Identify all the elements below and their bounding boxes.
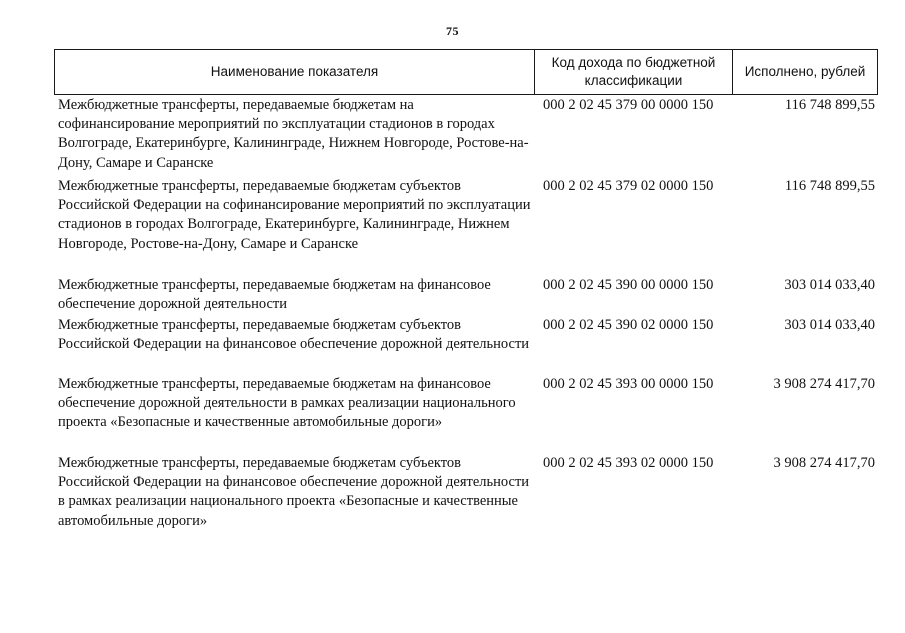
header-amount: Исполнено, рублей [744,64,866,79]
row-amount: 3 908 274 417,70 [773,376,875,392]
page-number: 75 [446,24,459,38]
header-name: Наименование показателя [55,50,535,94]
table-header [54,49,878,95]
row-amount: 303 014 033,40 [784,317,875,333]
row-name: Межбюджетные трансферты, передаваемые бюджетам субъектов Российской Федерации на софинансирование мероприятий по эксплуатации стадионов в городах Волгограде, Екатеринбурге, Калининграде, Нижнем Новгороде, Ростове-на-Дону, Самаре и Саранске [58,178,531,252]
table-body [54,96,878,534]
row-code: 000 2 02 45 390 00 0000 150 [543,277,714,293]
row-name: Межбюджетные трансферты, передаваемые бюджетам на финансовое обеспечение дорожной деятельности в рамках реализации национального проекта «Безопасные и качественные автомобильные дороги» [58,376,516,431]
row-amount: 116 748 899,55 [784,97,875,113]
table-row [54,316,878,375]
row-code: 000 2 02 45 379 00 0000 150 [543,97,714,113]
header-code: Код дохода по бюджетной классификации [535,50,733,94]
row-code: 000 2 02 45 393 02 0000 150 [543,455,714,471]
table-row [54,177,878,276]
row-name: Межбюджетные трансферты, передаваемые бюджетам субъектов Российской Федерации на финансовое обеспечение дорожной деятельности в рамках реализации национального проекта «Безопасные и качественные автомобильные дороги» [58,455,530,529]
table-row [54,454,878,534]
table-row [54,276,878,316]
row-name: Межбюджетные трансферты, передаваемые бюджетам на софинансирование мероприятий по эксплуатации стадионов в городах Волгограде, Екатеринбурге, Калининграде, Нижнем Новгороде, Ростове-на-Дону, Самаре и Саранске [58,97,529,171]
table-row [54,375,878,454]
table-row [54,96,878,177]
row-amount: 303 014 033,40 [784,277,875,293]
row-code: 000 2 02 45 390 02 0000 150 [543,317,714,333]
row-name: Межбюджетные трансферты, передаваемые бюджетам на финансовое обеспечение дорожной деятельности [58,277,491,313]
row-code: 000 2 02 45 379 02 0000 150 [543,178,714,194]
row-amount: 3 908 274 417,70 [773,455,875,471]
row-code: 000 2 02 45 393 00 0000 150 [543,376,714,392]
row-name: Межбюджетные трансферты, передаваемые бюджетам субъектов Российской Федерации на финансовое обеспечение дорожной деятельности [58,317,530,353]
row-amount: 116 748 899,55 [784,178,875,194]
